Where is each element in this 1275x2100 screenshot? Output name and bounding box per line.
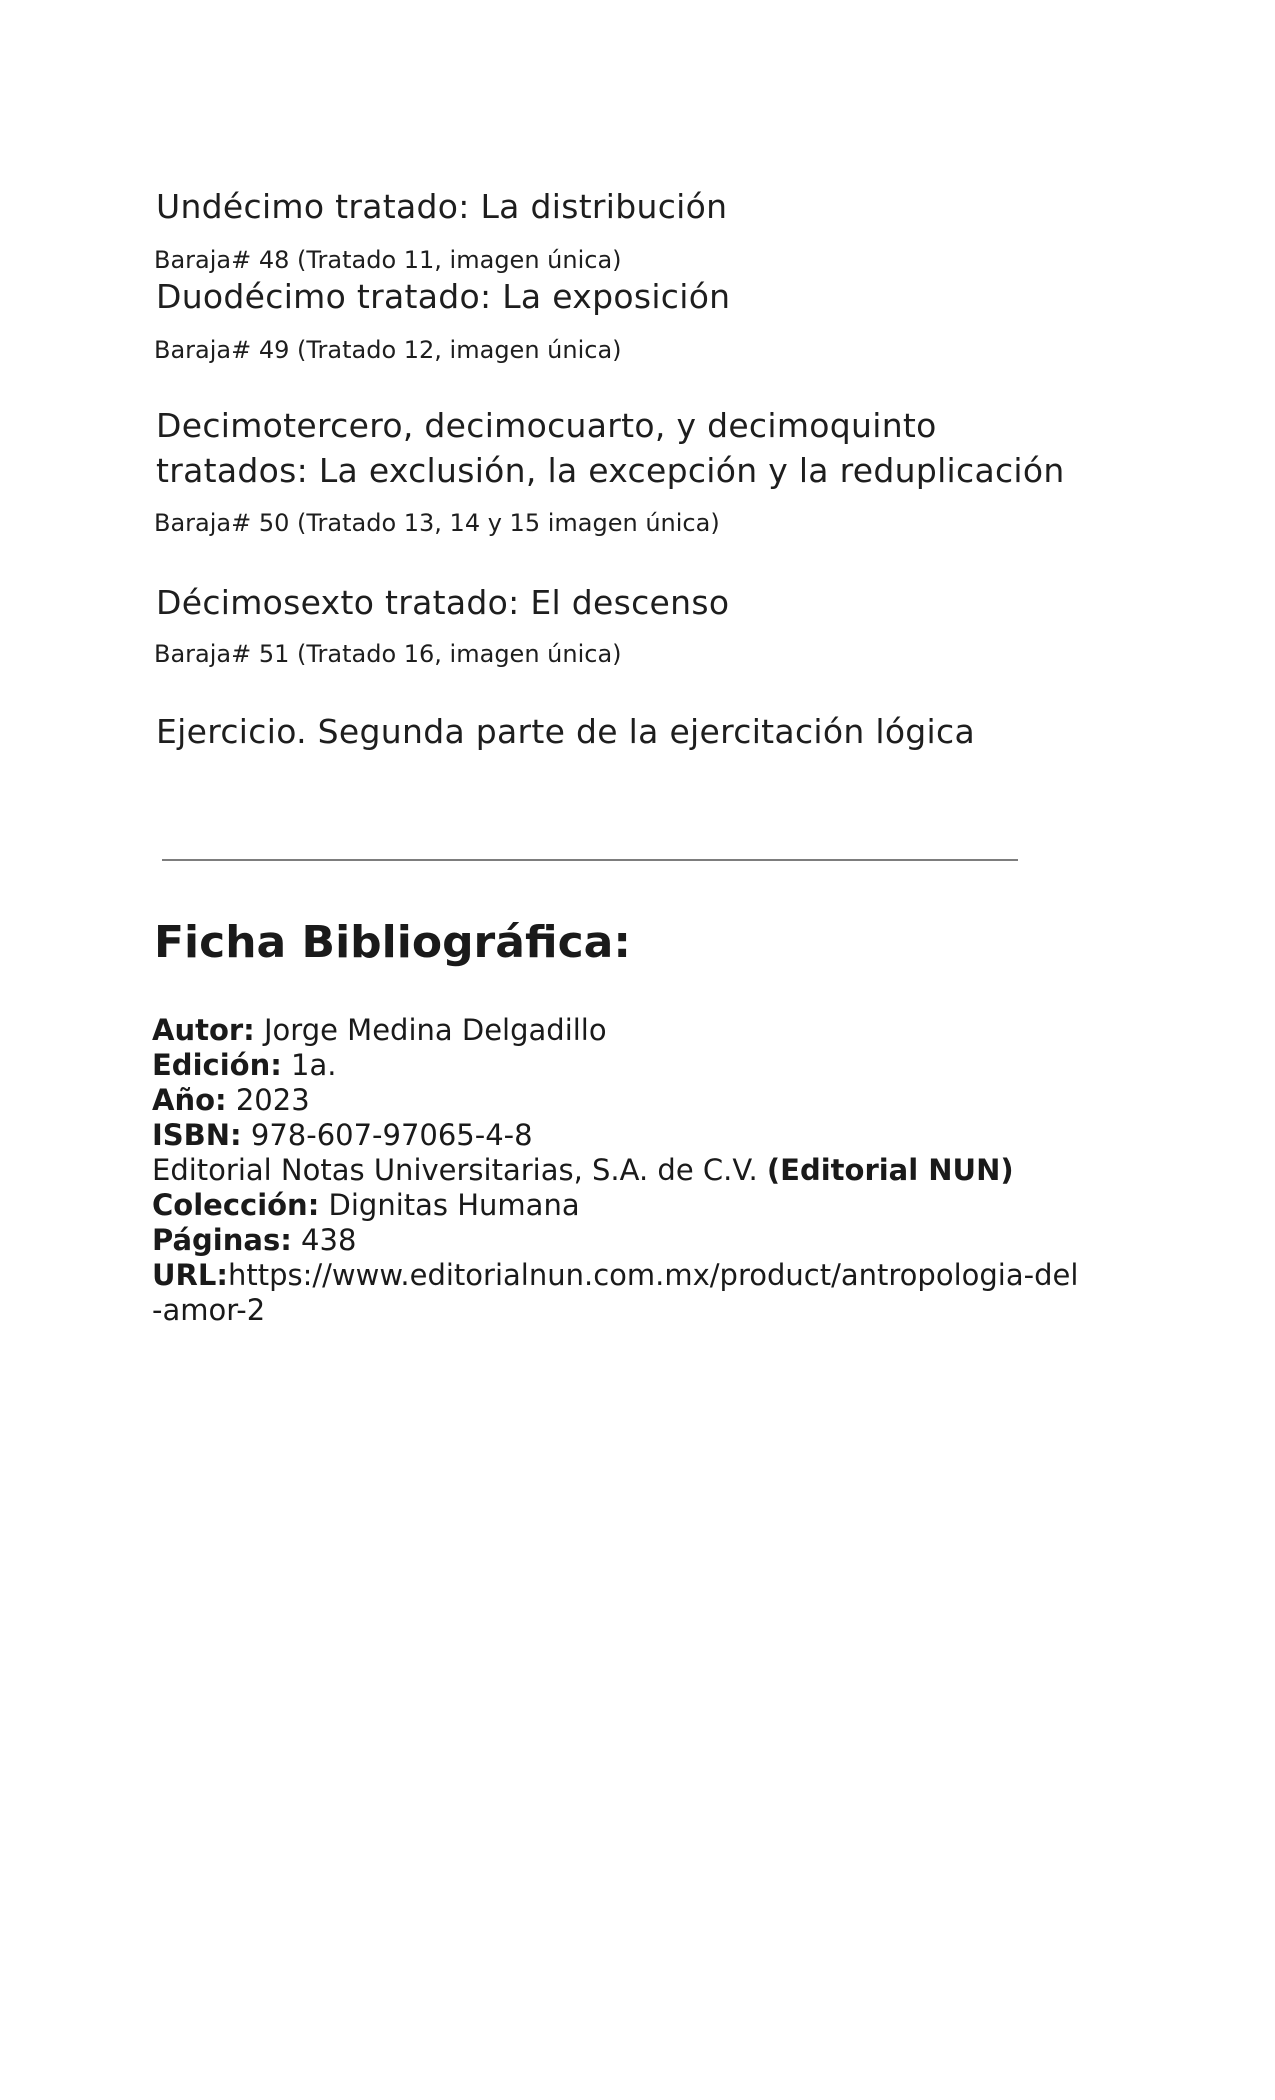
toc-entry-subtitle: Baraja# 50 (Tratado 13, 14 y 15 imagen única) <box>154 509 720 537</box>
autor-row <box>152 1013 1152 1048</box>
anio-label: Año: <box>152 1083 227 1117</box>
anio-row <box>152 1083 1152 1118</box>
toc-entry-subtitle: Baraja# 49 (Tratado 12, imagen única) <box>154 336 622 364</box>
ficha-details <box>152 1013 1152 1328</box>
paginas-value: 438 <box>291 1223 357 1257</box>
toc-entry-subtitle: Baraja# 51 (Tratado 16, imagen única) <box>154 640 622 668</box>
toc-entry-title-line1: Decimotercero, decimocuarto, y decimoquinto <box>156 406 937 445</box>
coleccion-row <box>152 1188 1152 1223</box>
paginas-row <box>152 1223 1152 1258</box>
ficha-heading: Ficha Bibliográfica: <box>154 917 631 968</box>
section-divider <box>162 859 1018 861</box>
edicion-value: 1a. <box>281 1048 337 1082</box>
toc-entry-title-line2: tratados: La exclusión, la excepción y la reduplicación <box>156 451 1065 490</box>
coleccion-label: Colección: <box>152 1188 320 1222</box>
isbn-row <box>152 1118 1152 1153</box>
edicion-row <box>152 1048 1152 1083</box>
url-link-continued[interactable]: -amor-2 <box>152 1293 266 1327</box>
editorial-value: Editorial Notas Universitarias, S.A. de C.V. <box>152 1153 767 1187</box>
editorial-row <box>152 1153 1152 1188</box>
autor-label: Autor: <box>152 1013 255 1047</box>
isbn-value: 978-607-97065-4-8 <box>241 1118 533 1152</box>
edicion-label: Edición: <box>152 1048 282 1082</box>
url-row-continued <box>152 1293 1152 1328</box>
toc-entry-title: Duodécimo tratado: La exposición <box>156 277 731 316</box>
url-link[interactable]: https://www.editorialnun.com.mx/product/antropologia-del <box>227 1258 1079 1292</box>
toc-exercise: Ejercicio. Segunda parte de la ejercitación lógica <box>156 712 975 751</box>
url-label: URL: <box>152 1258 228 1292</box>
editorial-short: (Editorial NUN) <box>766 1153 1014 1187</box>
isbn-label: ISBN: <box>152 1118 242 1152</box>
toc-entry-title: Décimosexto tratado: El descenso <box>156 583 730 622</box>
autor-value: Jorge Medina Delgadillo <box>254 1013 607 1047</box>
toc-entry-subtitle: Baraja# 48 (Tratado 11, imagen única) <box>154 246 622 274</box>
url-row <box>152 1258 1152 1293</box>
paginas-label: Páginas: <box>152 1223 292 1257</box>
coleccion-value: Dignitas Humana <box>319 1188 580 1222</box>
toc-entry-title: Undécimo tratado: La distribución <box>156 187 728 226</box>
anio-value: 2023 <box>226 1083 310 1117</box>
